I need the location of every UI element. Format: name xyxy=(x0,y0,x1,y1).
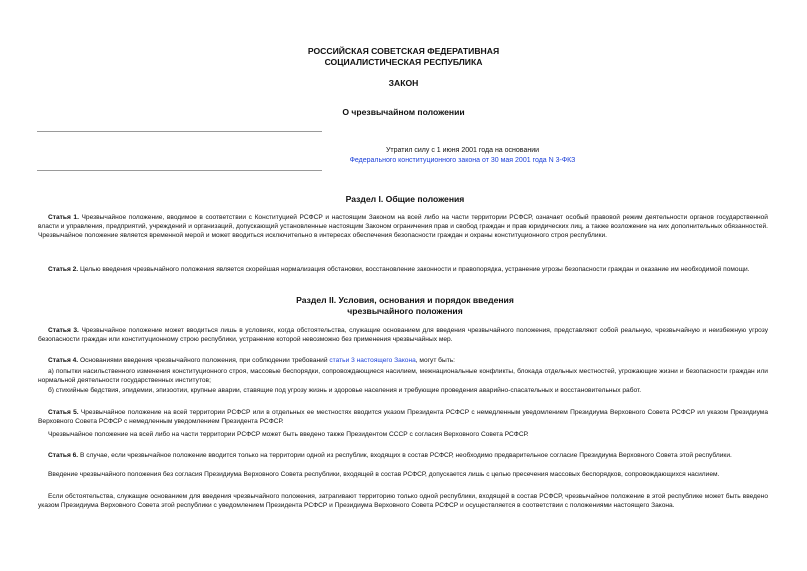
document-title: О чрезвычайном положении xyxy=(342,107,465,117)
article-6-label: Статья 6. xyxy=(48,452,79,459)
article-6-text: В случае, если чрезвычайное положение вводится только на территории одной из республик, входящих в состав РСФСР, необходимо предварительное согласие Президиума Верховного Совета этой республики. xyxy=(79,452,732,459)
article-5-paragraph-2: Чрезвычайное положение на всей либо на части территории РСФСР может быть введено также Президентом СССР с согласия Верховного Совета РСФСР. xyxy=(48,431,529,438)
top-divider xyxy=(37,131,322,132)
article-1-text: Чрезвычайное положение, вводимое в соответствии с Конституцией РСФСР и настоящим Законом на всей либо на части территории РСФСР, означает особый правовой режим деятельности органов государственной власти и управления, предприятий, учреждений и организаций, допускающий установленные настоящим Законом ограничения прав и свобод граждан и прав юридических лиц, а также возложение на них дополнительных обязанностей. Чрезвычайное положение является временной мерой и может вводиться исключительно в интересах обеспечения безопасности граждан и охраны конституционного строя республики. xyxy=(38,214,768,239)
article-1-label: Статья 1. xyxy=(48,214,79,221)
article-1 xyxy=(38,213,768,240)
article-4 xyxy=(38,356,768,365)
article-5-label: Статья 5. xyxy=(48,409,79,416)
article-2-label: Статья 2. xyxy=(48,266,79,273)
article-4-item-a: а) попытки насильственного изменения конституционного строя, массовые беспорядки, сопровождающиеся насилием, межнациональные конфликты, блокада отдельных местностей, угрожающие жизни и безопасности граждан или нормальной деятельности государственных институтов; xyxy=(38,368,768,384)
section-2-title-line-2: чрезвычайного положения xyxy=(347,306,463,316)
article-2-text: Целью введения чрезвычайного положения является скорейшая нормализация обстановки, восстановление законности и правопорядка, устранение угрозы безопасности граждан и оказание им необходимой помощи. xyxy=(79,266,750,273)
article-6-paragraph-2: Введение чрезвычайного положения без согласия Президиума Верховного Совета республики, входящей в состав РСФСР, допускается лишь с целью пресечения массовых беспорядков, сопровождающихся насилием. xyxy=(48,471,720,478)
status-note: Утратил силу с 1 июня 2001 года на основании xyxy=(385,147,540,154)
article-5 xyxy=(38,408,768,426)
section-2-title-line-1: Раздел II. Условия, основания и порядок введения xyxy=(296,295,514,305)
article-3-link[interactable]: статьи 3 настоящего Закона xyxy=(329,357,416,364)
article-6-paragraph-3: Если обстоятельства, служащие основанием для введения чрезвычайного положения, затрагивают территорию только одной республики, входящей в состав РСФСР, чрезвычайное положение в этой республике может быть введено указом Президиума Верховного Совета этой республики с уведомлением Президента РСФСР и Президиума Верховного Совета РСФСР и осуществляется в соответствии с положениями настоящего Закона. xyxy=(38,493,768,509)
header-line-1: РОССИЙСКАЯ СОВЕТСКАЯ ФЕДЕРАТИВНАЯ xyxy=(307,46,500,56)
article-3-label: Статья 3. xyxy=(48,327,79,334)
article-3 xyxy=(38,326,768,344)
repeal-law-link[interactable]: Федерального конституционного закона от 30 мая 2001 года N 3-ФКЗ xyxy=(349,157,576,164)
bottom-divider xyxy=(37,170,322,171)
article-3-text: Чрезвычайное положение может вводиться лишь в условиях, когда обстоятельства, служащие основанием для введения чрезвычайного положения, представляют собой реальную, чрезвычайную и неизбежную угрозу безопасности граждан или конституционному строю республики, устранение которой невозможно без применения чрезвычайных мер. xyxy=(38,327,769,343)
article-4-text-end: , могут быть: xyxy=(415,357,455,364)
section-1-title: Раздел I. Общие положения xyxy=(345,194,465,204)
article-6 xyxy=(38,451,768,460)
article-4-item-b: б) стихийные бедствия, эпидемии, эпизоотии, крупные аварии, ставящие под угрозу жизнь и здоровье населения и требующие проведения аварийно-спасательных и восстановительных работ. xyxy=(48,387,642,394)
article-2 xyxy=(38,265,768,274)
header-line-2: СОЦИАЛИСТИЧЕСКАЯ РЕСПУБЛИКА xyxy=(324,57,483,67)
article-5-text: Чрезвычайное положение на всей территории РСФСР или в отдельных ее местностях вводится указом Президента РСФСР с немедленным уведомлением Президиума Верховного Совета РСФСР ил указом Президиума Верховного Совета РСФСР с немедленным уведомлением Президента РСФСР. xyxy=(38,409,769,425)
document-type: ЗАКОН xyxy=(388,78,419,88)
article-4-label: Статья 4. xyxy=(48,357,79,364)
article-4-text: Основаниями введения чрезвычайного положения, при соблюдении требований xyxy=(79,357,328,364)
